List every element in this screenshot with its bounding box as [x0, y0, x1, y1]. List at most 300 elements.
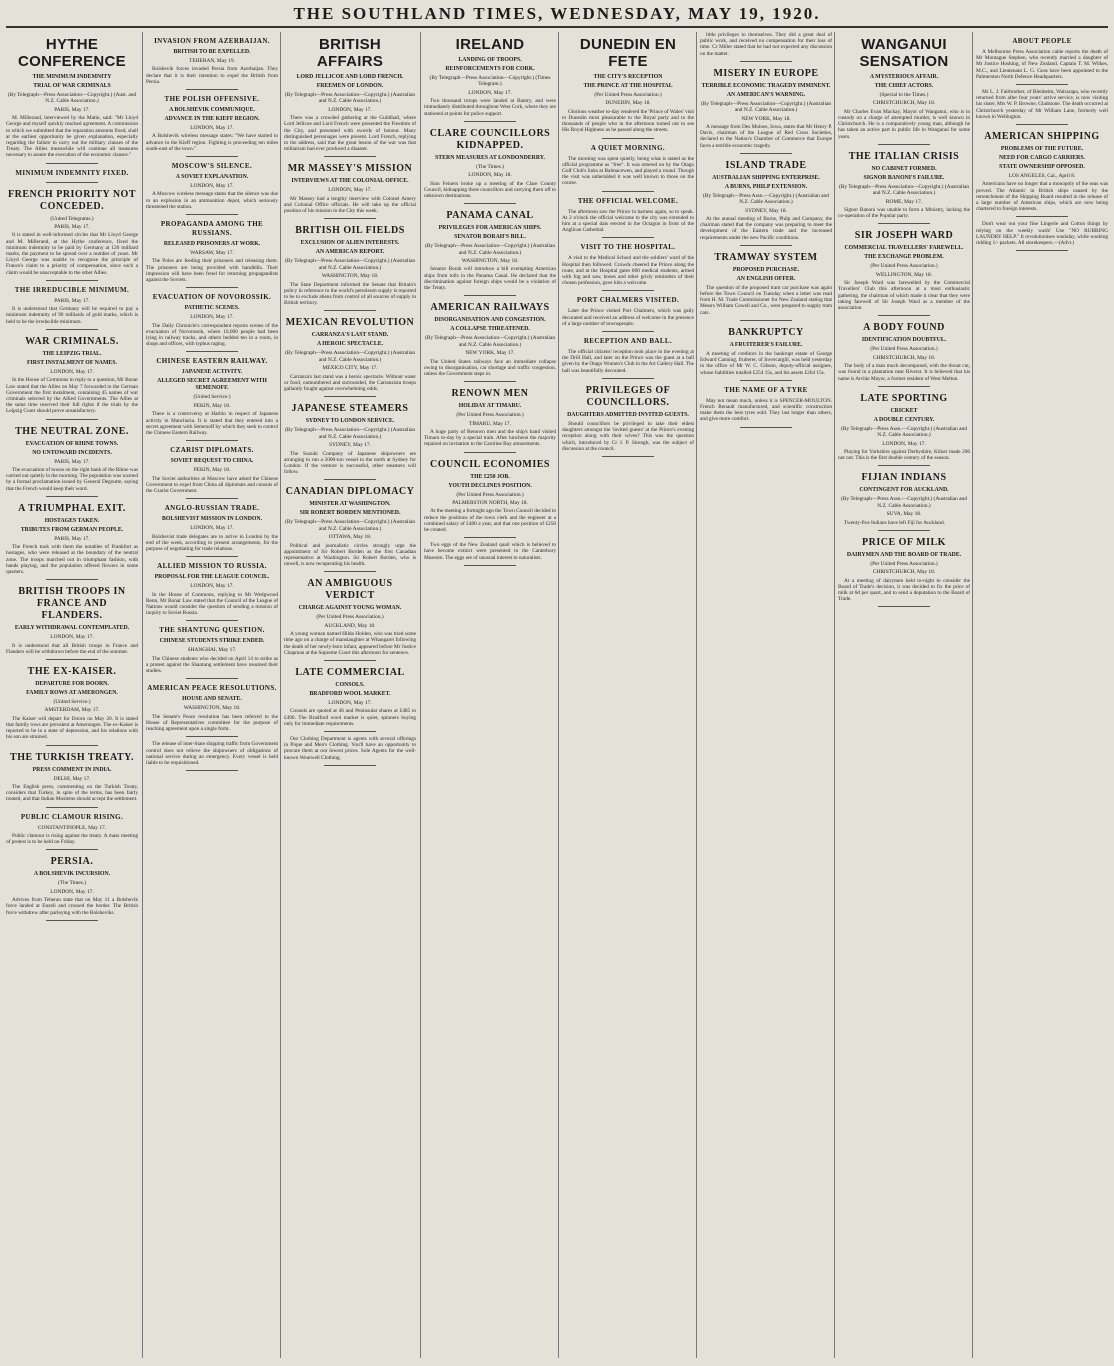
subheadline: PROBLEMS OF THE FUTURE.: [1000, 146, 1084, 153]
subheadline: AN AMERICAN'S WARNING.: [726, 91, 806, 98]
article-separator: [740, 380, 793, 381]
headline: THE IRREDUCIBLE MINIMUM.: [14, 285, 130, 294]
dateline: OTTAWA, May 18.: [328, 534, 372, 541]
article-body: Playing for Yorkshire against Derbyshire, Kilner made 206 not out. This is the first double century of the season.: [838, 448, 970, 462]
column-1: [6, 32, 138, 1358]
article-body: A young woman named Hilda Holden, who was tried some time ago on a charge of manslaughter at Whangarei following the death of her newly-born infant, appeared before Mr Justice Chapman at the Supreme Court this afternoon for sentence.: [284, 631, 416, 656]
dateline: LONDON, May 18.: [468, 172, 512, 179]
article-separator: [464, 203, 517, 204]
column-4: [424, 32, 556, 1358]
subheadline: YOUTH DECLINES POSITION.: [448, 482, 532, 489]
article-body: Mr Charles Evan Mackay, Mayor of Wanganui, who is in custody on a charge of attempted murder, is well known in Christchurch. He is a comparatively young man, although he has taken an active part in public life in Wanganui for some years.: [838, 108, 970, 140]
dateline: NEW YORK, May 17.: [465, 350, 515, 357]
headline: INVASION FROM AZERBAIJAN.: [154, 37, 270, 45]
article-body: The Daily Chronicle's correspondent reports scenes of the evacuation of Novorossik, where 10,000 people had been lying in railway tracks, and others bedded ten in a room, in shops and offices, with typhus raging.: [146, 322, 278, 348]
subheadline: THE LEIPZIG TRIAL.: [42, 350, 102, 357]
article-body: The morning was spent quietly, being what is stated as the official programme as "free". It was entered on by the Otago Golf Club's links at Balmacewen, and played a round. Though the visit was unheralded it was well known to those on the course.: [562, 155, 694, 187]
headline: TRAMWAY SYSTEM: [714, 251, 818, 263]
headline: BRITISH AFFAIRS: [316, 36, 384, 70]
article-body: Later the Prince visited Port Chalmers, which was gaily decorated and received an address of welcome in the presence of a large number of townspeople.: [562, 308, 694, 327]
subheadline: SIR ROBERT BORDEN MENTIONED.: [299, 510, 401, 517]
subheadline: HOLIDAY AT TIMARU.: [458, 403, 522, 410]
subheadline: ADVANCE IN THE KIEFF REGION.: [164, 116, 260, 123]
wire-source: (United Service.): [193, 394, 231, 401]
subheadline: FAMILY ROWS AT AMERONGEN.: [26, 689, 118, 696]
subheadline: A BOLSHEVIK INCURSION.: [33, 871, 111, 878]
article-separator: [878, 386, 931, 387]
dateline: WARSAW, May 17.: [190, 250, 234, 257]
headline: A QUIET MORNING.: [590, 143, 666, 152]
article-dunedin-en-fete: [562, 36, 694, 139]
subheadline: CRICKET: [890, 407, 918, 414]
article-body: The release of inter-State shipping traffic from Government control does not relieve the shipowners of obligations of national service during an emergency. Every vessel is held liable to be requisitioned.: [146, 741, 278, 766]
headline: THE TURKISH TREATY.: [10, 751, 134, 763]
dateline: SUVA, May 18.: [886, 511, 922, 518]
headline: DUNEDIN EN FETE: [579, 36, 677, 70]
dateline: CHRISTCHURCH, May 18.: [872, 569, 936, 576]
article-separator: [46, 920, 99, 921]
dateline: LONDON, May 17.: [328, 187, 372, 194]
headline: PRICE OF MILK: [862, 536, 946, 548]
subheadline: SOVIET REQUEST TO CHINA.: [170, 458, 254, 465]
subheadline: A BURNS, PHILP EXTENSION.: [724, 183, 808, 190]
article-body: A Moscow wireless message states that the silence was due to an explosion in an ammunition depot, which seriously threatened the station.: [146, 191, 278, 210]
article-british-troops-in-france-and-flanders: [6, 586, 138, 660]
article-sir-joseph-ward: [838, 230, 970, 316]
headline: MOSCOW'S SILENCE.: [171, 162, 253, 171]
subheadline: HOUSE AND SENATE.: [182, 696, 242, 703]
headline: VISIT TO THE HOSPITAL.: [580, 243, 676, 252]
headline: ALLIED MISSION TO RUSSIA.: [157, 562, 267, 571]
headline: PRIVILEGES OF COUNCILLORS.: [585, 384, 671, 408]
dateline: WASHINGTON, May 18.: [321, 273, 379, 280]
article-bankruptcy: [700, 327, 832, 381]
article-the-official-welcome: [562, 197, 694, 239]
article-body: Senator Borah will introduce a bill exempting American ships from tolls in the Panama Canal. He declared that the discrimination against foreign ships would be a violation of the Treaty.: [424, 266, 556, 292]
subheadline: BRITISH TO BE EXPELLED.: [173, 49, 251, 55]
article-late-commercial: [284, 667, 416, 732]
column-divider: [972, 32, 973, 1358]
article-ireland: [424, 36, 556, 122]
subheadline: SIGNOR BANONI'S FAILURE.: [863, 174, 945, 181]
dateline: LONDON, May 17.: [190, 125, 234, 132]
article-misery-in-europe: [700, 68, 832, 154]
subheadline: FREEMEN OF LONDON.: [316, 83, 384, 89]
article-body: The French took with them the notables of Frankfort as hostages, who were released at the boundary of the neutral zone. The troops marched out in triumphant fashion, with bands playing, and the population offered flowers in some quarters.: [6, 544, 138, 575]
article-body: Twenty-five Indians have left Fiji for Auckland.: [844, 519, 945, 526]
article-body: A meeting of creditors in the bankrupt estate of George Edward Canning, fruiterer, of Invercargill, was held yesterday in the office of Mr W. C. Gibson, deputy-official assignee, whose liabilities totalled £254 15s, and his assets £264 15s.: [700, 350, 832, 376]
dateline: PARIS, May 17.: [54, 224, 90, 231]
subheadline: PROPOSED PURCHASE.: [732, 266, 800, 273]
article-separator: [740, 153, 793, 154]
subheadline: PROPOSAL FOR THE LEAGUE COUNCIL.: [154, 574, 270, 581]
dateline: SYDNEY, May 17.: [329, 442, 371, 449]
column-2: [146, 32, 278, 1358]
dateline: LONDON, May 17.: [328, 700, 372, 706]
dateline: LONDON, May 17.: [190, 583, 234, 590]
wire-source: (Per United Press Association.): [316, 614, 384, 621]
article-body: Bolshevik forces invaded Persia from Azerbaijan. They declare that it is their intention to expel the British from Persia.: [146, 66, 278, 85]
article-body: Public clamour is rising against the treaty. A mass meeting of protest is to be held on Friday.: [6, 833, 138, 846]
headline: CZARIST DIPLOMATS.: [170, 446, 254, 455]
article-separator: [46, 280, 99, 281]
article-canadian-diplomacy: [284, 486, 416, 572]
column-divider: [280, 32, 281, 1358]
article-body: It is stated in well-informed circles that Mr Lloyd George and M. Millerand, at the Hythe conference, fixed the minimum indemnity to be paid by Germany at 120 milliard marks, the payment to be spread over a number of years. Mr Lloyd George was unable to recognise the principle of France's claim to a priority of compensation, since such a claim would be unacceptable to the other Allies.: [6, 232, 138, 276]
headline: THE EX-KAISER.: [27, 665, 117, 677]
subheadline: PATHETIC SCENES.: [184, 305, 240, 312]
wire-source: (By Telegraph—Press Association—Copyright.) (Australian and N.Z. Cable Association.): [284, 258, 416, 271]
article: [976, 221, 1108, 251]
subheadline: A MYSTERIOUS AFFAIR.: [869, 74, 939, 80]
subheadline: CHARGE AGAINST YOUNG WOMAN.: [298, 605, 402, 612]
article-body: There is a controversy at Harbin in respect of Japanese activity in Manchuria. It is stated that they entered into a secret agreement with Semenoff by which they seek to control the Chinese Eastern Railway.: [146, 411, 278, 436]
article-late-sporting: [838, 393, 970, 467]
wire-source: (United Service.): [53, 698, 91, 705]
article-body: The Senate's Peace resolution has been referred to the House of Representatives committee for the purpose of reaching agreement upon a single form.: [146, 713, 278, 733]
article-separator: [324, 479, 377, 480]
subheadline: STATE OWNERSHIP OPPOSED.: [999, 164, 1085, 171]
subheadline: EVACUATION OF RHINE TOWNS.: [25, 440, 119, 447]
subheadline: CONTINGENT FOR AUCKLAND.: [859, 487, 949, 494]
article-separator: [878, 530, 931, 531]
dateline: PARIS, May 17.: [54, 106, 90, 113]
article-separator: [186, 736, 239, 737]
article-american-shipping: [976, 131, 1108, 217]
headline: BANKRUPTCY: [728, 326, 804, 338]
subheadline: THE PRINCE AT THE HOSPITAL: [583, 83, 673, 89]
subheadline: HOSTAGES TAKEN.: [44, 517, 100, 524]
masthead-title: THE SOUTHLAND TIMES, WEDNESDAY, MAY 19, 1920.: [293, 4, 821, 23]
article: [700, 32, 832, 62]
article-separator: [46, 496, 99, 497]
article-separator: [186, 678, 239, 679]
subheadline: REINFORCEMENTS FOR CORK.: [445, 66, 535, 72]
wire-source: (By Telegraph—Press Association—Copyright.) (Times Telegram.): [429, 75, 551, 88]
dateline: PARIS, May 17.: [54, 458, 90, 465]
subheadline: PRESS COMMENT IN INDIA.: [32, 766, 112, 773]
article-separator: [186, 214, 239, 215]
article-war-criminals: [6, 336, 138, 420]
article-separator: [740, 427, 793, 428]
headline: PUBLIC CLAMOUR RISING.: [20, 812, 124, 821]
article-separator: [186, 89, 239, 90]
article-separator: [464, 537, 517, 538]
wire-source: (By Telegraph—Press Association—Copyright.) (Australian and N.Z. Cable Association.): [284, 92, 416, 105]
article-body: The official citizens' reception took place in the evening at the Drill Hall, and later on the Prince was the guest at a ball given by the Otago Women's Club in the Art Gallery Hall. The hall was beautifully decorated.: [562, 349, 694, 374]
headline: BRITISH OIL FIELDS: [295, 225, 405, 237]
article-separator: [46, 849, 99, 850]
article-separator: [46, 659, 99, 660]
subheadline: EARLY WITHDRAWAL CONTEMPLATED.: [14, 625, 130, 632]
article-separator: [1016, 250, 1069, 251]
subheadline: A HEROIC SPECTACLE.: [316, 341, 384, 348]
subheadline: THE CHIEF ACTORS.: [874, 83, 934, 89]
headline: AMERICAN SHIPPING: [984, 131, 1100, 143]
article-body: At a meeting of dairymen held to-night to consider the Board of Trade's decision, it was decided to fix the price of milk at 6d per quart, and to send a deputation to the Board of Trade.: [838, 577, 970, 603]
article-body: Advices from Teheran state that on May 11 a Bolshevik force landed at Enzeli and crossed the border. The British force withdrew after parleying with the Bolsheviks.: [6, 897, 138, 916]
subheadline: A BOLSHEVIK COMMUNIQUE.: [169, 107, 255, 114]
headline: LATE COMMERCIAL: [295, 667, 405, 678]
article-american-railways: [424, 302, 556, 382]
article-body: The United States railways face an immediate collapse owing to disorganisation, car shortage and traffic congestion, unless the Government steps in.: [424, 358, 556, 377]
headline: MISERY IN EUROPE: [713, 67, 819, 79]
dateline: LONDON, May 17.: [468, 89, 512, 96]
article-fijian-indians: [838, 472, 970, 530]
headline: ABOUT PEOPLE: [1012, 37, 1072, 45]
article-body: The body of a man much decomposed, with the throat cut, was found in a plantation near Riverst. It is believed that his name is Archie Mayor, a former resident of West Melton.: [838, 363, 970, 382]
article-body: In the House of Commons, replying to Mr Wedgwood Benn, Mr Bonar Law stated that the Council of the League of Nations would consider the question of sending a mission of inquiry to Soviet Russia.: [146, 591, 278, 617]
article-separator: [46, 807, 99, 808]
dateline: MEXICO CITY, May 17.: [322, 365, 378, 372]
subheadline: FIRST INSTALMENT OF NAMES.: [27, 359, 117, 366]
wire-source: (Per United Press Association.): [456, 491, 524, 498]
wire-source: (By Telegraph—Press Assn.—Copyright.) (Australian and N.Z. Cable Association.): [841, 496, 967, 509]
subheadline: PRIVILEGES FOR AMERICAN SHIPS.: [438, 225, 542, 232]
headline: COUNCIL ECONOMIES: [430, 458, 550, 470]
article: [146, 741, 278, 771]
dateline: LONDON, May 17.: [882, 440, 926, 447]
article-body: The evacuation of towns on the right bank of the Rhine was carried out quietly in the morning. The population was warned by a formal proclamation issued by General Degoutte, saying that the French would keep their word.: [6, 466, 138, 492]
dateline: TEHERAN, May 19.: [189, 58, 235, 64]
dateline: CHRISTCHURCH, May 18.: [872, 100, 936, 107]
article-separator: [602, 456, 655, 457]
headline: PROPAGANDA AMONG THE RUSSIANS.: [160, 220, 264, 238]
wire-source: (Per United Press Association.): [870, 560, 938, 567]
wire-source: (By Telegraph—Press Assn.—Copyright.) (Australian and N.Z. Cable Association.): [841, 425, 967, 439]
article-body: little privileges to themselves. They did a great deal of public work, and received no compensation for their loss of time. Cr Miller stated that he had not expected any discussion on the matter.: [700, 32, 832, 57]
subheadline: LORD JELLICOE AND LORD FRENCH.: [296, 74, 404, 80]
article-body: Signor Banoni was unable to form a Ministry, lacking the co-operation of the Popular party.: [838, 207, 970, 220]
dateline: NEW YORK, May 18.: [741, 115, 791, 122]
subheadline: BRADFORD WOOL MARKET.: [309, 691, 391, 697]
article-body: The State Department informed the Senate that Britain's policy in reference to the world's petroleum supply is reported to be to exclude aliens from control of all sources of supply in British territory.: [284, 281, 416, 307]
headline: EVACUATION OF NOVOROSSIK.: [152, 293, 272, 302]
subheadline: AN AMERICAN REPORT.: [315, 249, 385, 256]
dateline: LONDON, May 17.: [190, 525, 234, 532]
headline: IRELAND: [455, 36, 525, 53]
article-body: Mr Massey had a lengthy interview with Colonel Amery and Colonial Office officials. He will take up the official position of his mission in the City this week.: [284, 195, 416, 215]
article-separator: [464, 565, 517, 566]
article-body: M. Millerand, interviewed by the Matin, said: "Mr Lloyd George and myself quickly reached agreement. A commission to which we submitted that the reparation amounts fixed, shall at the earliest opportunity be given explanation, especially regarding the failure to carry out the military clauses of the Treaty. The Allies meanwhile will continue all measures necessary to assure the execution of the economic clauses.": [6, 115, 138, 159]
dateline: AUCKLAND, May 18.: [324, 622, 376, 629]
article-council-economies: [424, 459, 556, 539]
article-separator: [602, 331, 655, 332]
wire-source: (By Telegraph—Press Association—Copyright.) (Australian and N.Z. Cable Association.): [700, 100, 832, 114]
subheadline: AN ENGLISH OFFER.: [736, 275, 796, 282]
headline: AMERICAN RAILWAYS: [430, 302, 550, 314]
headline: JAPANESE STEAMERS: [291, 403, 409, 415]
article-separator: [186, 287, 239, 288]
article-separator: [878, 144, 931, 145]
subheadline: ALLEGED SECRET AGREEMENT WITH SEMENOFF.: [157, 378, 267, 392]
subheadline: SENATOR BORAH'S BILL.: [454, 234, 526, 241]
subheadline: THE EXCHANGE PROBLEM.: [864, 254, 944, 261]
dateline: SYDNEY, May 18.: [745, 207, 787, 214]
article-body: The afternoon saw the Prince in harness again, so to speak. At 2 o'clock the official welcome to the city was extended to him at a special dais erected in the Octagon in front of the Anglican Cathedral.: [562, 208, 694, 234]
article-the-polish-offensive: [146, 95, 278, 157]
article-body: There was a crowded gathering at the Guildhall, where Lord Jellicoe and Lord French were presented the Freedom of the City, and presented with swords of honour. Many distinguished personages were present. Lord French, replying to the address, said that the great lesson of the war was that militarism had ever produced a disaster.: [284, 115, 416, 153]
dateline: TIMARU, May 17.: [469, 420, 511, 427]
article-separator: [464, 452, 517, 453]
article-japanese-steamers: [284, 403, 416, 480]
headline: ANGLO-RUSSIAN TRADE.: [164, 504, 260, 513]
wire-source: (Per United Press Association.): [594, 92, 662, 98]
article-body: A huge party of Renown men and the ship's band visited Timaru to-day by a special train. After luncheon the majority repaired on invitation to the Caroline Bay amusements.: [424, 428, 556, 448]
headline: PORT CHALMERS VISITED.: [576, 296, 680, 305]
article-reception-and-ball: [562, 337, 694, 379]
article-body: Mr L. J. Fairbrother, of Blenheim, Wairarapa, who recently returned from after four years' active service, is now visiting his sister, Mrs W. P. Browne, Gladstone. The death occurred at Christchurch yesterday of Mr William Lane, formerly well known in Wellington.: [976, 89, 1108, 120]
article-separator: [46, 163, 99, 164]
article-moscow-s-silence: [146, 162, 278, 215]
wire-source: (The Times.): [58, 880, 86, 887]
article-the-name-of-a-tyre: [700, 386, 832, 428]
article-separator: [878, 315, 931, 316]
headline: LATE SPORTING: [860, 392, 948, 404]
headline: PERSIA.: [50, 856, 94, 868]
article-body: The Chinese students who decided on April 14 to strike as a protest against the Shantung settlement have resumed their studies.: [146, 655, 278, 675]
subheadline: CARRANZA'S LAST STAND.: [311, 332, 389, 339]
article-separator: [464, 381, 517, 382]
article-separator: [186, 498, 239, 499]
dateline: CONSTANTINOPLE, May 17.: [37, 824, 107, 831]
subheadline: TRIAL OF WAR CRIMINALS: [33, 83, 111, 89]
article-body: In the House of Commons in reply to a question, Mr Bonar Law stated that the Allies on May 7 forwarded to the German Government the first instalment, containing 45 names of war criminals selected by the Allied Governments. The Allies at the same time reserved their full rights if the trials by the Leipzig Court should prove unsatisfactory.: [6, 377, 138, 415]
wire-source: (By Telegraph—Press Assn.—Copyright.) (Australian and N.Z. Cable Association.): [703, 192, 829, 206]
article-separator: [602, 378, 655, 379]
subheadline: NO CABINET FORMED.: [871, 165, 937, 172]
dateline: PEKIN, May 18.: [193, 467, 231, 474]
dateline: LONDON, May 17.: [190, 183, 234, 190]
article-evacuation-of-novorossik: [146, 293, 278, 352]
dateline: LONDON, May 17.: [50, 888, 94, 895]
wire-source: (By Telegraph—Press Association—Copyright.) (Australian and N.Z. Cable Association.): [424, 243, 556, 256]
subheadline: SYDNEY TO LONDON SERVICE.: [305, 418, 395, 425]
article-body: The Kaiser will depart for Doorn on May 20. It is stated that family rows are prevalent at Amerongen. The ex-Kaiser is reported to be in a state of depression, and his relations with his son are strained.: [6, 715, 138, 741]
article-body: The Soviet authorities at Moscow have asked the Chinese Government to expel from China all diplomats and consuls of the Czarist Government.: [146, 475, 278, 494]
headline: THE OFFICIAL WELCOME.: [577, 196, 679, 205]
dateline: PEKIN, May 18.: [193, 402, 231, 409]
article-the-italian-crisis: [838, 151, 970, 225]
headline: CHINESE EASTERN RAILWAY.: [156, 357, 268, 366]
subheadline: THE MINIMUM INDEMNITY: [32, 74, 112, 80]
article-body: Sir Joseph Ward was farewelled by the Commercial Travellers' Club this afternoon at a most enthusiastic gathering, the chairman of which made it clear that they were taking farewell of Sir Joseph Ward as a member of the association.: [838, 280, 970, 312]
article-separator: [324, 156, 377, 157]
article-separator: [464, 121, 517, 122]
column-3: [284, 32, 416, 1358]
article-separator: [186, 156, 239, 157]
article-propaganda-among-the-russians: [146, 220, 278, 288]
article-british-oil-fields: [284, 225, 416, 311]
article-separator: [740, 245, 793, 246]
headline: AMERICAN PEACE RESOLUTIONS.: [147, 684, 277, 693]
headline: FIJIAN INDIANS: [861, 472, 947, 484]
wire-source: (By Telegraph—Press Association—Copyright.) (Australian and N.Z. Cable Association.): [424, 335, 556, 348]
headline: AN AMBIGUOUS VERDICT: [307, 578, 393, 602]
wire-source: (By Telegraph—Press Association—Copyright.) (Australian and N.Z. Cable Association.): [838, 183, 970, 197]
headline: MEXICAN REVOLUTION: [285, 317, 415, 329]
column-divider: [696, 32, 697, 1358]
article-renown-men: [424, 388, 556, 452]
article-invasion-from-azerbaijan: [146, 37, 278, 90]
masthead-rule: [6, 26, 1108, 28]
subheadline: DEPARTURE FOR DOORN.: [35, 680, 109, 687]
article-minimum-indemnity-fixed: [6, 169, 138, 183]
subheadline: INTERVIEWS AT THE COLONIAL OFFICE.: [291, 178, 409, 185]
article-separator: [1016, 84, 1069, 85]
article-separator: [324, 731, 377, 732]
headline: BRITISH TROOPS IN FRANCE AND FLANDERS.: [18, 586, 126, 622]
article-tramway-system: [700, 252, 832, 321]
wire-source: (The Times.): [476, 163, 504, 170]
subheadline: TRIBUTES FROM GERMAN PEOPLE.: [20, 526, 124, 533]
article-public-clamour-rising: [6, 813, 138, 851]
article-port-chalmers-visited: [562, 296, 694, 332]
article-british-affairs: [284, 36, 416, 157]
article-separator: [324, 396, 377, 397]
article-separator: [324, 310, 377, 311]
article-island-trade: [700, 160, 832, 246]
article-persia: [6, 856, 138, 920]
wire-source: (Per United Press Association.): [870, 263, 938, 270]
headline: PANAMA CANAL: [446, 210, 534, 222]
article-panama-canal: [424, 210, 556, 296]
article-body: Don't wear out your fine Lingerie and Cotton things by relying on the weekly wash! Use "NO RUBBING LAUNDRY HELP." It revolutionises washday, while washing ridding 1/- packets. All storekeepers.—(Advt.): [976, 221, 1108, 247]
article-separator: [46, 419, 99, 420]
wire-source: (By Telegraph—Press Association—Copyright.) (Aust. and N.Z. Cable Association.): [7, 92, 137, 105]
headline: RECEPTION AND BALL.: [583, 337, 673, 346]
article-allied-mission-to-russia: [146, 562, 278, 621]
article-body: Should councillors be privileged to take their eldest daughters amongst the 'invited guests' at the Prince's evening reception along with their wives? This was the question which, introduced by Cr J. P. Sirengh, was the subject of discussion at the council.: [562, 420, 694, 452]
dateline: PALMERSTON NORTH, May 18.: [452, 499, 528, 506]
article-a-quiet-morning: [562, 144, 694, 192]
dateline: WELLINGTON, May 18.: [875, 271, 933, 278]
wire-source: (Special to the Times.): [879, 92, 929, 98]
dateline: LOS ANGELES, Cal., April 8.: [1008, 173, 1076, 180]
subheadline: STERN MEASURES AT LONDONDERRY.: [435, 154, 545, 161]
article-wanganui-sensation: [838, 36, 970, 145]
subheadline: A SOVIET EXPLANATION.: [175, 174, 249, 181]
headline: THE NAME OF A TYRE: [724, 385, 808, 394]
article-body: Consols are quoted at 46 and Peninsular shares at £485 to £490. The Bradford wool market is quiet, spinners buying only for immediate requirements.: [284, 708, 416, 727]
article-body: The Suzuki Company of Japanese shipowners are arranging to run a 5000-ton vessel to the north at Sydney for London. If the venture is successful, other steamers will follow.: [284, 450, 416, 476]
wire-source: (By Telegraph—Press Association—Copyright.) (Australian and N.Z. Cable Association.): [284, 427, 416, 440]
wire-source: (United Telegrams.): [50, 215, 94, 222]
wire-source: (Per United Press Association.): [870, 346, 938, 353]
subheadline: LANDING OF TROOPS.: [458, 57, 522, 63]
article-hythe-conference: [6, 36, 138, 164]
article-separator: [186, 351, 239, 352]
column-6: [700, 32, 832, 1358]
headline: MINIMUM INDEMNITY FIXED.: [15, 168, 129, 177]
article-body: It is understood that all British troops in France and Flanders will be withdrawn before the end of the summer.: [6, 642, 138, 655]
subheadline: IDENTIFICATION DOUBTFUL.: [861, 337, 947, 344]
article-the-turkish-treaty: [6, 752, 138, 808]
article-separator: [602, 290, 655, 291]
wire-source: (By Telegraph—Press Association—Copyright.) (Australian and N.Z. Cable Association.): [284, 350, 416, 363]
article-separator: [46, 329, 99, 330]
dateline: SHANGHAI, May 17.: [187, 647, 237, 654]
article-separator: [878, 606, 931, 607]
headline: CLARE COUNCILLORS KIDNAPPED.: [429, 127, 551, 151]
article-the-shantung-question: [146, 626, 278, 679]
dateline: LONDON, May 17.: [328, 106, 372, 113]
article-about-people: [976, 37, 1108, 85]
article-body: Americans have no longer that a monopoly of the seas was proved. The Atlantic in British ships caused by the retrenchment of the Shipping Board resulted in the release of a large number of American ships, which are now being chartered to foreign interests.: [976, 181, 1108, 213]
article-the-irreducible-minimum: [6, 286, 138, 330]
dateline: WASHINGTON, May 18.: [461, 258, 519, 265]
wire-source: (By Telegraph—Press Association—Copyright.) (Australian and N.Z. Cable Association.): [284, 519, 416, 532]
